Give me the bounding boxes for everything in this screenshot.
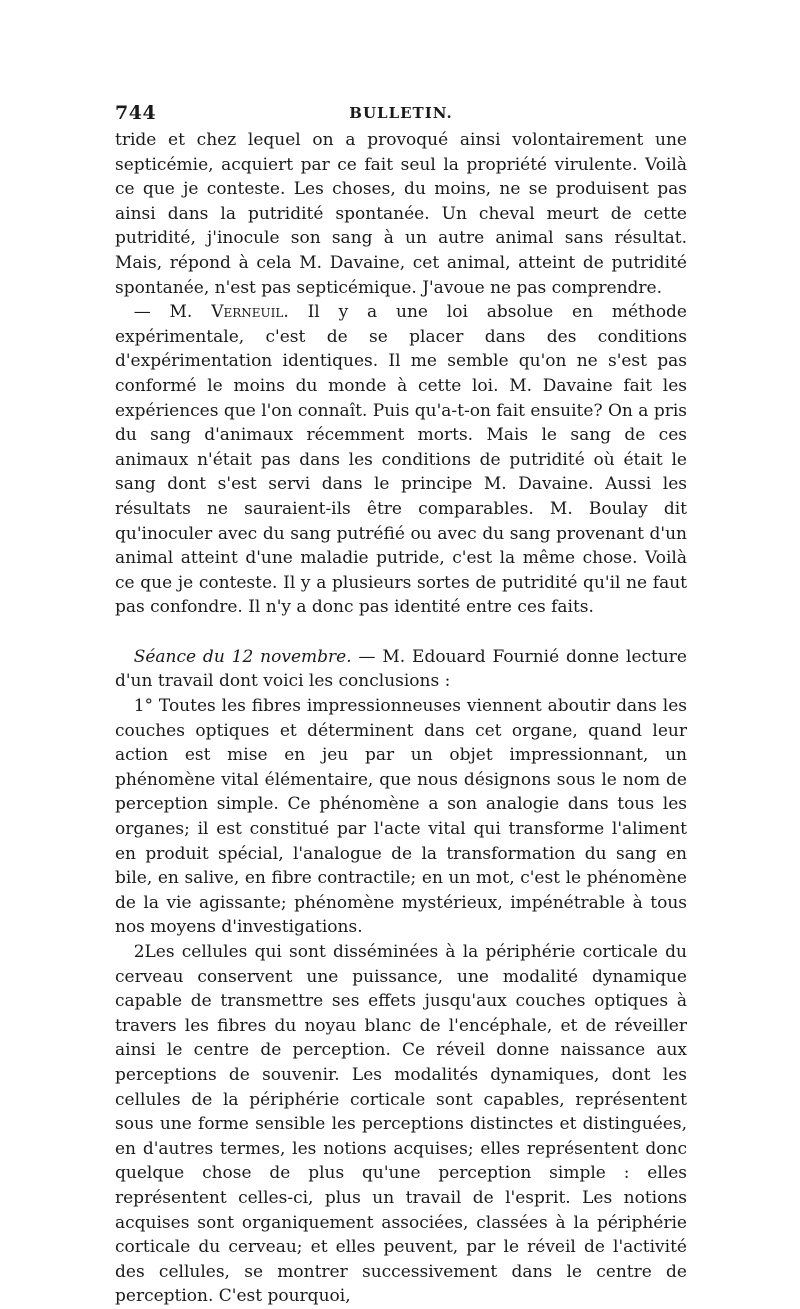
paragraph-session-text: — M. Edouard Fournié donne lecture d'un travail dont voici les conclusions : (115, 646, 687, 692)
section-gap (115, 620, 687, 645)
book-page (115, 100, 687, 1309)
dash: — M. (133, 302, 193, 323)
running-title: BULLETIN. (349, 104, 453, 122)
conclusion-number-1: 1° (133, 696, 154, 717)
paragraph-continuation: tride et chez lequel on a provoqué ainsi volontairement une septicémie, acquiert par ce fait seul la propriété virulente. Voilà ce que je conteste. Les choses, du moins, ne se produisent pas ainsi dans la putridité spontanée. Un cheval meurt de cette putridité, j'inocule son sang à un autre animal sans résultat. Mais, répond à cela M. Davaine, cet animal, atteint de putridité spontanée, n'est pas septicémique. J'avoue ne pas comprendre. (115, 130, 687, 298)
paragraph-verneuil (115, 300, 687, 620)
conclusion-number-2: 2 (133, 942, 145, 962)
conclusion-2-text: Les cellules qui sont disséminées à la périphérie corticale du cerveau conservent une puissance, une modalité dynamique capable de transmettre ses effets jusqu'aux couches optiques à travers les fibres du noyau blanc de l'encéphale, et de réveiller ainsi le centre de perception. Ce réveil donne naissance aux perceptions de souvenir. Les modalités dynamiques, dont les cellules de la périphérie corticale sont capables, représentent sous une forme sensible les perceptions distinctes et distinguées, en d'autres termes, les notions acquises; elles représentent donc quelque chose de plus qu'une perception simple : elles représentent celles-ci, plus un travail de l'esprit. Les notions acquises sont organiquement associées, classées à la périphérie corticale du cerveau; et elles peuvent, par le réveil de l'activité des cellules, se montrer successivement dans le centre de perception. C'est pourquoi, (115, 942, 687, 1307)
paragraph-verneuil-text: Il y a une loi absolue en méthode expérimentale, c'est de se placer dans des conditions d'expérimentation identiques. Il me semble qu'on ne s'est pas conformé le moins du monde à cette loi. M. Davaine fait les expériences que l'on connaît. Puis qu'a-t-on fait ensuite? On a pris du sang d'animaux récemment morts. Mais le sang de ces animaux n'était pas dans les conditions de putridité où était le sang dont s'est servi dans le principe M. Davaine. Aussi les résultats ne sauraient-ils être comparables. M. Boulay dit qu'inoculer avec du sang putréfié ou avec du sang provenant d'un animal atteint d'une maladie putride, c'est la même chose. Voilà ce que je conteste. Il y a plusieurs sortes de putridité qu'il ne faut pas confondre. Il n'y a donc pas identité entre ces faits. (115, 302, 687, 618)
body-text (115, 128, 687, 1309)
conclusion-1 (115, 694, 687, 940)
running-head (115, 100, 687, 128)
speaker-name: Verneuil. (211, 302, 289, 323)
paragraph-session (115, 645, 687, 694)
session-heading: Séance du 12 novembre. (133, 646, 352, 667)
page-number: 744 (115, 102, 157, 124)
conclusion-2 (115, 940, 687, 1309)
conclusion-1-text: Toutes les fibres impressionneuses viennent aboutir dans les couches optiques et déterminent dans cet organe, quand leur action est mise en jeu par un objet impressionnant, un phénomène vital élémentaire, que nous désignons sous le nom de perception simple. Ce phénomène a son analogie dans tous les organes; il est constitué par l'acte vital qui transforme l'aliment en produit spécial, l'analogue de la transformation du sang en bile, en salive, en fibre contractile; en un mot, c'est le phénomène de la vie agissante; phénomène mystérieux, impénétrable à tous nos moyens d'investigations. (115, 696, 687, 938)
